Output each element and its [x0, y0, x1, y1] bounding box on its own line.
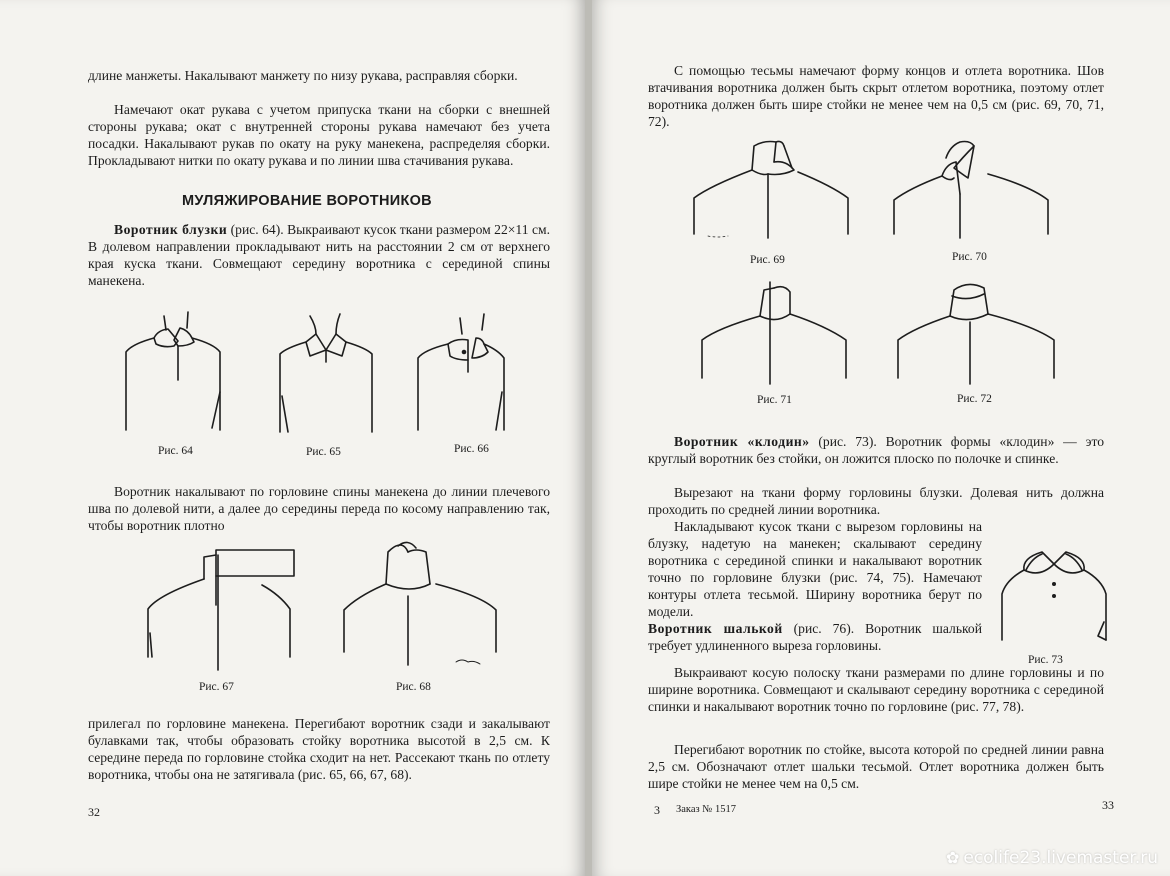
caption-fig-69: Рис. 69 — [750, 254, 785, 266]
figure-69 — [688, 138, 858, 248]
figure-68 — [336, 540, 506, 670]
right-para-7 — [648, 741, 1104, 792]
right-para-5 — [648, 620, 982, 654]
left-para-4 — [88, 483, 550, 534]
page-number-right: 33 — [1102, 798, 1114, 812]
watermark — [946, 848, 1158, 868]
right-para-2-text: (рис. 73). Воротник формы «клодин» — это круглый воротник без стойки, он ложится плоско по полочке и спинке. — [648, 434, 1104, 466]
figure-70 — [888, 138, 1058, 248]
caption-fig-66: Рис. 66 — [454, 443, 489, 455]
figure-72 — [892, 278, 1062, 390]
left-para-1-text: длине манжеты. Накалывают манжету по низу рукава, расправляя сборки. — [88, 68, 518, 83]
caption-fig-64: Рис. 64 — [158, 445, 193, 457]
right-para-4-text: Накладывают кусок ткани с вырезом горловины на блузку, надетую на манекен; скалывают середину воротника с серединой спинки и накалывают воротник точно по горловине блузки (рис. 74, 75). Намечают контуры отлета тесьмой. Ширину воротника берут по модели. — [648, 519, 982, 619]
right-para-2 — [648, 433, 1104, 467]
right-para-6 — [648, 664, 1104, 715]
left-para-5-text: прилегал по горловине манекена. Перегибают воротник сзади и закалывают булавками так, чтобы образовать стойку воротника высотой в 2,5 см. К середине переда по горловине стойка сходит на нет. Рассекают ткань по отлету воротника, чтобы она не затягивала (рис. 65, 66, 67, 68). — [88, 716, 550, 782]
caption-fig-67: Рис. 67 — [199, 681, 234, 693]
caption-fig-65: Рис. 65 — [306, 446, 341, 458]
caption-fig-71: Рис. 71 — [757, 394, 792, 406]
left-para-2-text: Намечают окат рукава с учетом припуска ткани на сборки с внешней стороны рукава; окат с внутренней стороны рукава намечают без учета посадки. Накалывают рукав по окату на руку манекена, распределяя сборки. Прокладывают нитки по окату рукава и по линии шва стачивания рукава. — [88, 102, 550, 168]
collar-blouse-term: Воротник блузки — [114, 222, 228, 237]
right-para-3 — [648, 484, 1104, 518]
page-number-left: 32 — [88, 805, 100, 819]
figure-66 — [412, 312, 512, 436]
left-para-3 — [88, 221, 550, 289]
left-para-5 — [88, 715, 550, 783]
right-page — [592, 0, 1170, 876]
right-para-1 — [648, 62, 1104, 130]
right-para-3-text: Вырезают на ткани форму горловины блузки. Долевая нить должна проходить по средней линии воротника. — [648, 485, 1104, 517]
claudine-collar-term: Воротник «клодин» — [674, 434, 810, 449]
signature-mark: 3 — [654, 803, 660, 817]
figure-71 — [696, 278, 866, 390]
figure-67 — [140, 545, 310, 675]
right-para-5-text: (рис. 76). Воротник шалькой требует удлиненного выреза горловины. — [648, 621, 983, 653]
figure-73 — [996, 524, 1114, 648]
right-para-6-text: Выкраивают косую полоску ткани размерами по длине горловины и по ширине воротника. Совмещают и скалывают середину воротника с серединой спинки и накалывают воротник точно по горловине (рис. 77, 78). — [648, 665, 1104, 714]
left-para-1 — [88, 67, 550, 84]
print-order-number: Заказ № 1517 — [676, 804, 736, 815]
caption-fig-73: Рис. 73 — [1028, 654, 1063, 666]
left-para-3-text: (рис. 64). Выкраивают кусок ткани размером 22×11 см. В долевом направлении прокладывают нить на расстоянии 2 см от верхнего края куска ткани. Совмещают середину воротника с серединой спины манекена. — [88, 222, 550, 288]
watermark-text: ecolife23.livemaster.ru — [963, 848, 1158, 868]
right-para-1-text: С помощью тесьмы намечают форму концов и отлета воротника. Шов втачивания воротника должен быть скрыт отлетом воротника, поэтому отлет воротника должен быть шире стойки не менее чем на 0,5 см (рис. 69, 70, 71, 72). — [648, 63, 1104, 129]
figure-65 — [270, 310, 382, 438]
caption-fig-72: Рис. 72 — [957, 393, 992, 405]
left-para-4-text: Воротник накалывают по горловине спины манекена до линии плечевого шва по долевой нити, а далее до середины переда по косому направлению так, чтобы воротник плотно — [88, 484, 550, 533]
book-gutter — [585, 0, 592, 876]
section-heading: МУЛЯЖИРОВАНИЕ ВОРОТНИКОВ — [182, 193, 432, 209]
shawl-collar-term: Воротник шалькой — [648, 621, 783, 636]
right-para-7-text: Перегибают воротник по стойке, высота которой по средней линии равна 2,5 см. Обозначают отлет шальки тесьмой. Отлет воротника должен быть шире стойки не менее чем на 0,5 см. — [648, 742, 1104, 791]
flower-icon: ✿ — [945, 848, 960, 867]
figure-64 — [118, 308, 228, 436]
left-para-2 — [88, 101, 550, 169]
caption-fig-68: Рис. 68 — [396, 681, 431, 693]
right-para-4 — [648, 518, 982, 620]
caption-fig-70: Рис. 70 — [952, 251, 987, 263]
